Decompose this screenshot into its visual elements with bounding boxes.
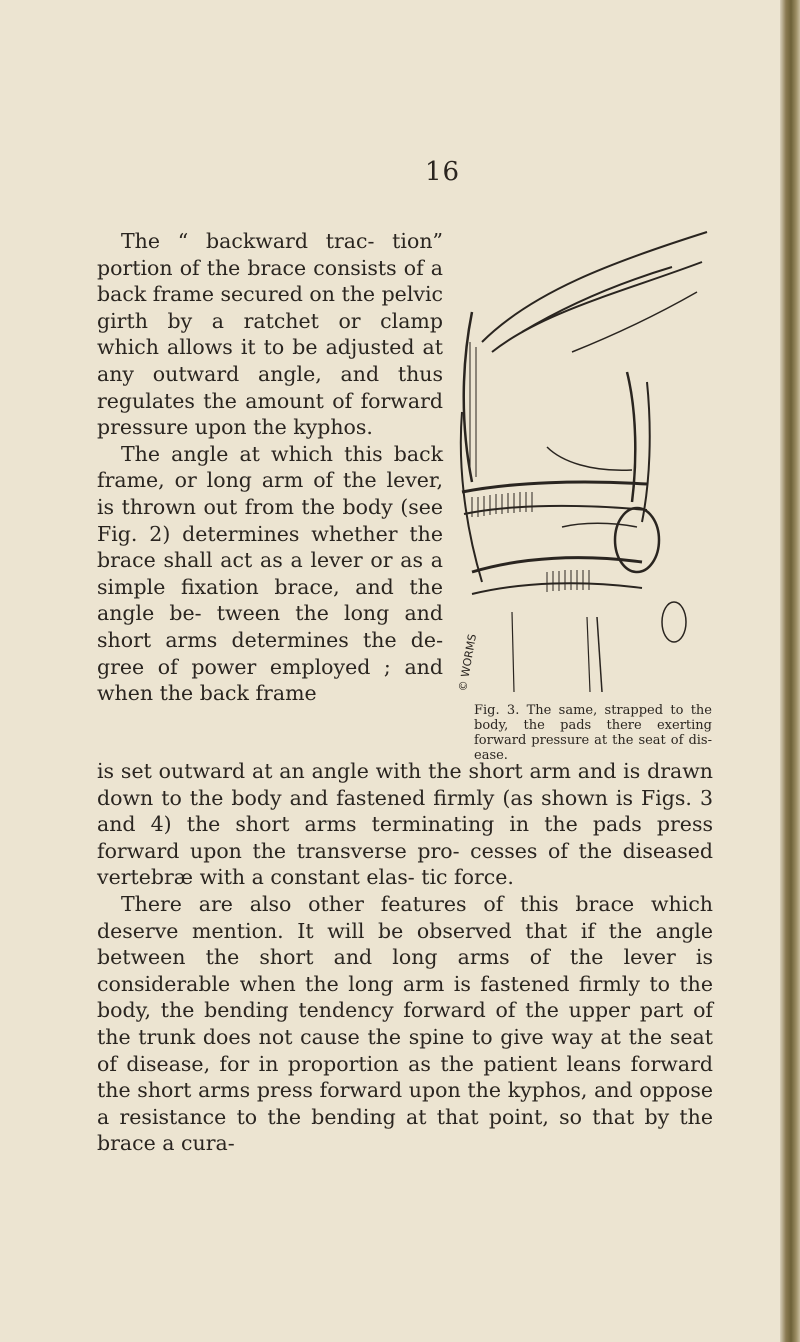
figure-caption: Fig. 3. The same, strapped to the body, the pads there exerting forward pressure at the seat of dis- ease. (474, 703, 712, 763)
paragraph-backward-traction: The “ backward trac- tion” portion of the brace consists of a back frame secured on the pelvic girth by a ratchet or clamp which allows it to be adjusted at any outward angle, and thus regulates the amount of forward pressure upon the kyphos. (97, 229, 443, 440)
paragraph-other-features: There are also other features of this brace which deserve mention. It will be observed that if the angle between the short and long arms of the lever is considerable when the long arm is fastened firmly to the body, the bending tendency forward of the upper part of the trunk does not cause the spine to give way at the seat of disease, for in proportion as the patient leans forward the short arms press forward upon the kyphos, and oppose a resistance to the bending at that point, so that by the brace a cura- (97, 891, 713, 1156)
text-column (97, 228, 443, 707)
paragraph-angle-continued: is set outward at an angle with the short arm and is drawn down to the body and fastened firmly (as shown is Figs. 3 and 4) the short arms terminating in the pads press forward upon the transverse pro- cesses of the diseased vertebræ with a constant elas- tic force. (97, 759, 713, 890)
engraver-mark: © WORMS (456, 632, 480, 693)
figure-3-illustration (452, 222, 722, 702)
text-full-width (97, 758, 713, 1157)
page-edge-shadow (780, 0, 800, 1342)
paragraph-angle-column: The angle at which this back frame, or long arm of the lever, is thrown out from the body (see Fig. 2) determines whether the brace shall act as a lever or as a simple fixation brace, and the angle be- tween the long and short arms determines the de- gree of power employed ; and when the back frame (97, 441, 443, 706)
brace-engraving (452, 222, 722, 702)
page-number: 16 (425, 157, 461, 187)
